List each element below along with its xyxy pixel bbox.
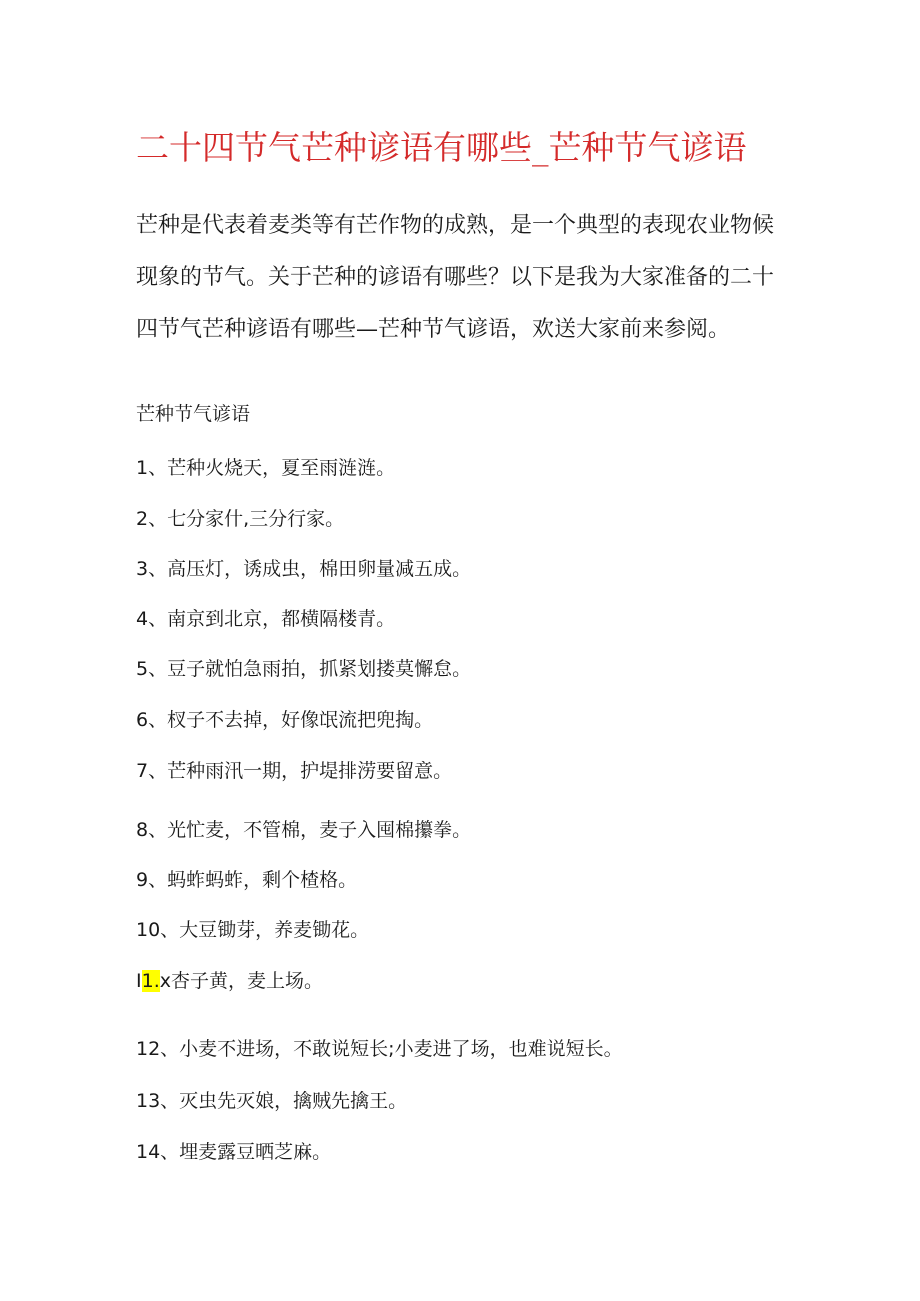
proverb-item-11-text: x杏子黄，麦上场。 — [159, 970, 323, 992]
proverb-item-4: 4、南京到北京，都横隔楼青。 — [136, 608, 396, 630]
proverb-item-6: 6、杈子不去掉，好像氓流把兜掏。 — [136, 709, 434, 731]
proverb-item-13: 13、灭虫先灭娘，擒贼先擒王。 — [136, 1090, 408, 1112]
document-title: 二十四节气芒种谚语有哪些_芒种节气谚语 — [136, 128, 747, 167]
proverb-item-9: 9、蚂蚱蚂蚱，剩个楂格。 — [136, 869, 358, 891]
section-heading: 芒种节气谚语 — [136, 403, 251, 425]
proverb-item-3: 3、高压灯，诱成虫，棉田卵量减五成。 — [136, 558, 472, 580]
proverb-item-11-prefix: I — [136, 970, 142, 992]
highlighted-text: 1. — [141, 970, 160, 992]
proverb-item-10: 10、大豆锄芽，养麦锄花。 — [136, 919, 370, 941]
proverb-item-2: 2、七分家什,三分行家。 — [136, 508, 345, 530]
proverb-item-12: 12、小麦不进场，不敢说短长;小麦进了场，也难说短长。 — [136, 1038, 623, 1060]
intro-paragraph: 芒种是代表着麦类等有芒作物的成熟，是一个典型的表现农业物候现象的节气。关于芒种的谚语有哪些？以下是我为大家准备的二十四节气芒种谚语有哪些—芒种节气谚语，欢送大家前来参阅。 — [136, 213, 775, 342]
proverb-item-7: 7、芒种雨汛一期，护堤排涝要留意。 — [136, 760, 453, 782]
proverb-item-14: 14、埋麦露豆晒芝麻。 — [136, 1141, 332, 1163]
proverb-item-5: 5、豆子就怕急雨拍，抓紧划搂莫懈怠。 — [136, 658, 472, 680]
proverb-item-11 — [136, 965, 323, 997]
proverb-item-8: 8、光忙麦，不管棉，麦子入囤棉攥拳。 — [136, 819, 472, 841]
proverb-item-1: 1、芒种火烧天，夏至雨涟涟。 — [136, 457, 396, 479]
